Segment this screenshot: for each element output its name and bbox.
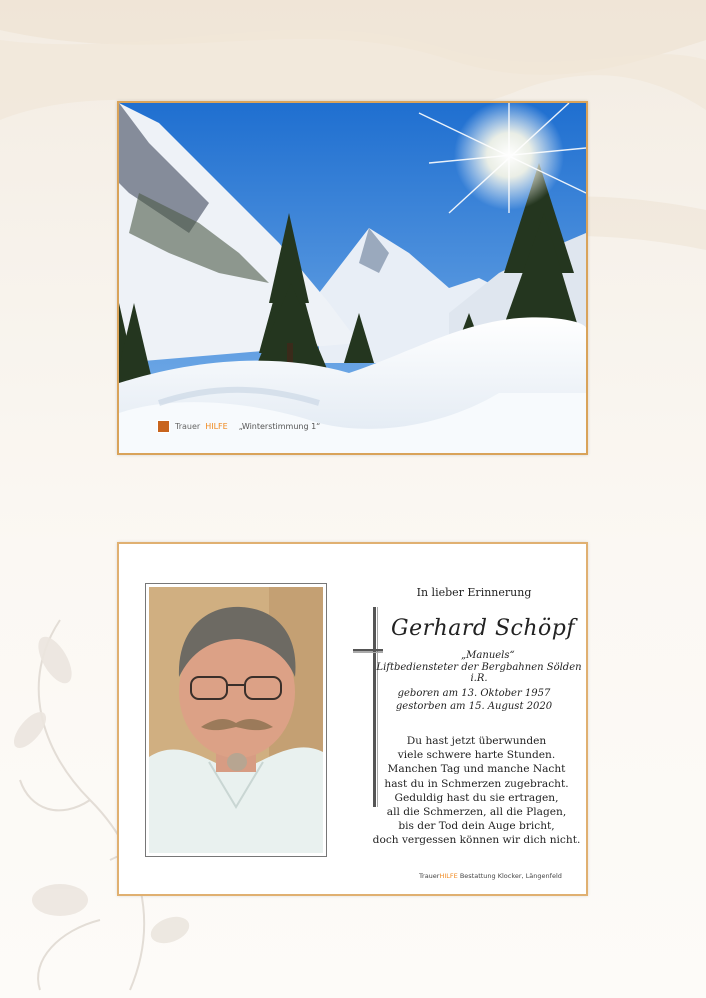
deceased-name: Gerhard Schöpf — [391, 616, 576, 641]
credit-title: „Winterstimmung 1“ — [238, 422, 321, 431]
poem-line: Du hast jetzt überwunden — [406, 735, 547, 747]
occupation: Liftbediensteter der Bergbahnen Sölden i.R. — [376, 662, 582, 684]
poem-line: doch vergessen können wir dich nicht. — [372, 834, 581, 847]
death-date: gestorben am 15. August 2020 — [395, 701, 553, 712]
memorial-poem — [364, 734, 589, 848]
life-dates — [374, 687, 574, 713]
poem-line: hast du in Schmerzen zugebracht. — [384, 777, 569, 790]
poem-line: bis der Tod dein Auge bricht, — [398, 820, 555, 833]
poem-line: Geduldig hast du sie ertragen, — [394, 791, 559, 804]
funeral-home-footer — [419, 872, 562, 880]
credit-brand-b: HILFE — [205, 422, 228, 431]
photo-credit — [157, 420, 320, 433]
memorial-card — [117, 542, 588, 896]
intro-text: In lieber Erinnerung — [416, 586, 532, 599]
credit-brand-a: Trauer — [175, 422, 201, 431]
footer-text: Bestattung Klocker, Längenfeld — [459, 872, 562, 880]
footer-brand-a: Trauer — [419, 872, 440, 880]
poem-line: Manchen Tag und manche Nacht — [387, 763, 566, 776]
poem-line: all die Schmerzen, all die Plagen, — [386, 806, 567, 819]
portrait-photo — [145, 583, 327, 857]
nickname: „Manuels“ — [461, 650, 515, 661]
trauerhilfe-logo-icon — [157, 420, 170, 433]
landscape-photo — [117, 101, 588, 455]
poem-line: viele schwere harte Stunden. — [397, 749, 556, 762]
footer-brand-b: HILFE — [439, 872, 458, 880]
birth-date: geboren am 13. Oktober 1957 — [397, 688, 551, 699]
